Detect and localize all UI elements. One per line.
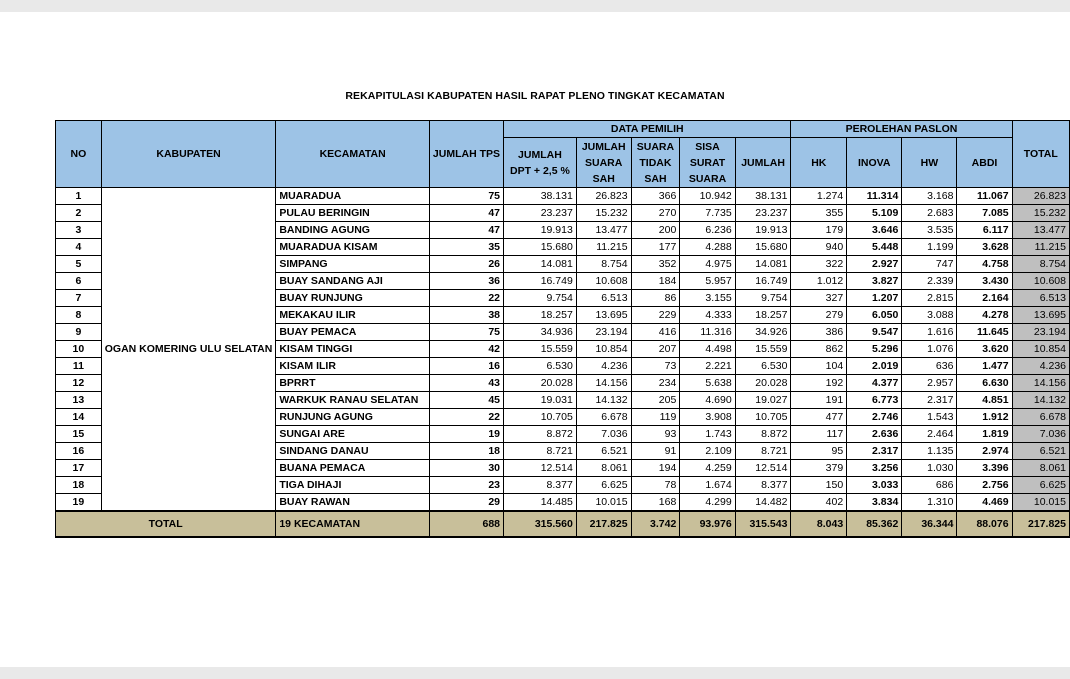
document-title: REKAPITULASI KABUPATEN HASIL RAPAT PLENO TINGKAT KECAMATAN: [345, 90, 725, 102]
abdi-cell: 1.819: [957, 426, 1012, 443]
no-cell: 7: [56, 290, 102, 307]
abdi-cell: 7.085: [957, 205, 1012, 222]
total-cell: 10.608: [1012, 273, 1069, 290]
abdi-cell: 11.645: [957, 324, 1012, 341]
abdi-cell: 3.628: [957, 239, 1012, 256]
sisa-surat-suara-cell: 5.957: [680, 273, 735, 290]
table-row: [56, 188, 1070, 205]
abdi-cell: 6.117: [957, 222, 1012, 239]
sisa-surat-suara-cell: 4.498: [680, 341, 735, 358]
dpt-cell: 12.514: [504, 460, 577, 477]
tps-cell: 42: [429, 341, 503, 358]
total-hw: 36.344: [902, 511, 957, 537]
tps-cell: 38: [429, 307, 503, 324]
tps-cell: 16: [429, 358, 503, 375]
dpt-cell: 16.749: [504, 273, 577, 290]
hw-cell: 1.310: [902, 494, 957, 512]
inova-cell: 2.317: [847, 443, 902, 460]
abdi-cell: 1.477: [957, 358, 1012, 375]
inova-cell: 5.296: [847, 341, 902, 358]
header-sisa-surat-suara: SISA SURAT SUARA: [680, 138, 735, 188]
no-cell: 9: [56, 324, 102, 341]
abdi-cell: 2.974: [957, 443, 1012, 460]
suara-sah-cell: 6.521: [576, 443, 631, 460]
total-cell: 11.215: [1012, 239, 1069, 256]
hw-cell: 3.535: [902, 222, 957, 239]
header-suara-sah: JUMLAH SUARA SAH: [576, 138, 631, 188]
hk-cell: 192: [791, 375, 847, 392]
hw-cell: 3.088: [902, 307, 957, 324]
no-cell: 6: [56, 273, 102, 290]
jumlah-cell: 8.872: [735, 426, 791, 443]
dpt-cell: 6.530: [504, 358, 577, 375]
suara-sah-cell: 8.754: [576, 256, 631, 273]
dpt-cell: 10.705: [504, 409, 577, 426]
sisa-surat-suara-cell: 3.155: [680, 290, 735, 307]
abdi-cell: 2.164: [957, 290, 1012, 307]
hk-cell: 477: [791, 409, 847, 426]
tps-cell: 22: [429, 409, 503, 426]
hk-cell: 104: [791, 358, 847, 375]
dpt-cell: 23.237: [504, 205, 577, 222]
abdi-cell: 1.912: [957, 409, 1012, 426]
total-row: [56, 511, 1070, 537]
sisa-surat-suara-cell: 4.259: [680, 460, 735, 477]
total-cell: 6.513: [1012, 290, 1069, 307]
total-cell: 14.132: [1012, 392, 1069, 409]
abdi-cell: 3.620: [957, 341, 1012, 358]
header-abdi: ABDI: [957, 138, 1012, 188]
suara-tidak-sah-cell: 352: [631, 256, 680, 273]
no-cell: 1: [56, 188, 102, 205]
kecamatan-cell: SIMPANG: [276, 256, 430, 273]
hw-cell: 686: [902, 477, 957, 494]
hw-cell: 1.135: [902, 443, 957, 460]
suara-sah-cell: 6.625: [576, 477, 631, 494]
inova-cell: 2.746: [847, 409, 902, 426]
tps-cell: 26: [429, 256, 503, 273]
abdi-cell: 3.396: [957, 460, 1012, 477]
total-cell: 10.854: [1012, 341, 1069, 358]
suara-tidak-sah-cell: 184: [631, 273, 680, 290]
total-cell: 10.015: [1012, 494, 1069, 512]
sisa-surat-suara-cell: 1.743: [680, 426, 735, 443]
total-cell: 8.061: [1012, 460, 1069, 477]
dpt-cell: 15.680: [504, 239, 577, 256]
jumlah-cell: 14.482: [735, 494, 791, 512]
tps-cell: 75: [429, 188, 503, 205]
hk-cell: 191: [791, 392, 847, 409]
dpt-cell: 8.721: [504, 443, 577, 460]
inova-cell: 5.448: [847, 239, 902, 256]
inova-cell: 5.109: [847, 205, 902, 222]
hk-cell: 386: [791, 324, 847, 341]
suara-tidak-sah-cell: 86: [631, 290, 680, 307]
tps-cell: 47: [429, 222, 503, 239]
kecamatan-cell: BANDING AGUNG: [276, 222, 430, 239]
jumlah-cell: 8.377: [735, 477, 791, 494]
inova-cell: 2.636: [847, 426, 902, 443]
suara-sah-cell: 8.061: [576, 460, 631, 477]
jumlah-cell: 12.514: [735, 460, 791, 477]
dpt-cell: 34.936: [504, 324, 577, 341]
jumlah-cell: 15.559: [735, 341, 791, 358]
inova-cell: 2.927: [847, 256, 902, 273]
inova-cell: 6.050: [847, 307, 902, 324]
kecamatan-cell: SINDANG DANAU: [276, 443, 430, 460]
header-perolehan-paslon: PEROLEHAN PASLON: [791, 121, 1012, 138]
sisa-surat-suara-cell: 3.908: [680, 409, 735, 426]
header-jumlah-tps: JUMLAH TPS: [429, 121, 503, 188]
dpt-cell: 20.028: [504, 375, 577, 392]
no-cell: 10: [56, 341, 102, 358]
suara-sah-cell: 6.678: [576, 409, 631, 426]
hw-cell: 747: [902, 256, 957, 273]
header-no: NO: [56, 121, 102, 188]
hw-cell: 1.543: [902, 409, 957, 426]
hk-cell: 862: [791, 341, 847, 358]
total-total: 217.825: [1012, 511, 1069, 537]
suara-tidak-sah-cell: 119: [631, 409, 680, 426]
table-body: [56, 188, 1070, 512]
suara-sah-cell: 6.513: [576, 290, 631, 307]
abdi-cell: 6.630: [957, 375, 1012, 392]
hw-cell: 2.317: [902, 392, 957, 409]
kecamatan-cell: MEKAKAU ILIR: [276, 307, 430, 324]
total-dpt: 315.560: [504, 511, 577, 537]
header-data-pemilih: DATA PEMILIH: [504, 121, 791, 138]
tps-cell: 45: [429, 392, 503, 409]
abdi-cell: 4.758: [957, 256, 1012, 273]
suara-tidak-sah-cell: 194: [631, 460, 680, 477]
total-hk: 8.043: [791, 511, 847, 537]
abdi-cell: 11.067: [957, 188, 1012, 205]
hk-cell: 379: [791, 460, 847, 477]
hw-cell: 1.076: [902, 341, 957, 358]
suara-sah-cell: 10.608: [576, 273, 631, 290]
hw-cell: 3.168: [902, 188, 957, 205]
no-cell: 18: [56, 477, 102, 494]
header-total: TOTAL: [1012, 121, 1069, 188]
total-cell: 6.521: [1012, 443, 1069, 460]
total-cell: 26.823: [1012, 188, 1069, 205]
no-cell: 13: [56, 392, 102, 409]
sisa-surat-suara-cell: 4.333: [680, 307, 735, 324]
sisa-surat-suara-cell: 11.316: [680, 324, 735, 341]
total-suara-tidak-sah: 3.742: [631, 511, 680, 537]
hk-cell: 279: [791, 307, 847, 324]
kecamatan-cell: SUNGAI ARE: [276, 426, 430, 443]
inova-cell: 3.834: [847, 494, 902, 512]
total-inova: 85.362: [847, 511, 902, 537]
total-abdi: 88.076: [957, 511, 1012, 537]
header-kecamatan: KECAMATAN: [276, 121, 430, 188]
total-cell: 6.678: [1012, 409, 1069, 426]
dpt-cell: 19.913: [504, 222, 577, 239]
no-cell: 3: [56, 222, 102, 239]
kecamatan-cell: BPRRT: [276, 375, 430, 392]
tps-cell: 23: [429, 477, 503, 494]
hk-cell: 940: [791, 239, 847, 256]
sisa-surat-suara-cell: 5.638: [680, 375, 735, 392]
no-cell: 2: [56, 205, 102, 222]
sisa-surat-suara-cell: 2.221: [680, 358, 735, 375]
kecamatan-cell: WARKUK RANAU SELATAN: [276, 392, 430, 409]
inova-cell: 3.033: [847, 477, 902, 494]
suara-sah-cell: 14.132: [576, 392, 631, 409]
no-cell: 5: [56, 256, 102, 273]
tps-cell: 35: [429, 239, 503, 256]
no-cell: 15: [56, 426, 102, 443]
hw-cell: 2.815: [902, 290, 957, 307]
suara-tidak-sah-cell: 200: [631, 222, 680, 239]
abdi-cell: 2.756: [957, 477, 1012, 494]
hk-cell: 327: [791, 290, 847, 307]
suara-sah-cell: 26.823: [576, 188, 631, 205]
hw-cell: 636: [902, 358, 957, 375]
hk-cell: 117: [791, 426, 847, 443]
suara-tidak-sah-cell: 177: [631, 239, 680, 256]
tps-cell: 47: [429, 205, 503, 222]
jumlah-cell: 23.237: [735, 205, 791, 222]
inova-cell: 4.377: [847, 375, 902, 392]
jumlah-cell: 18.257: [735, 307, 791, 324]
total-jumlah: 315.543: [735, 511, 791, 537]
total-cell: 4.236: [1012, 358, 1069, 375]
abdi-cell: 4.278: [957, 307, 1012, 324]
sisa-surat-suara-cell: 6.236: [680, 222, 735, 239]
total-cell: 13.477: [1012, 222, 1069, 239]
suara-tidak-sah-cell: 416: [631, 324, 680, 341]
hk-cell: 1.012: [791, 273, 847, 290]
suara-sah-cell: 7.036: [576, 426, 631, 443]
dpt-cell: 19.031: [504, 392, 577, 409]
total-kecamatan: 19 KECAMATAN: [276, 511, 430, 537]
kecamatan-cell: BUAY RAWAN: [276, 494, 430, 512]
hk-cell: 150: [791, 477, 847, 494]
dpt-cell: 14.485: [504, 494, 577, 512]
kecamatan-cell: KISAM TINGGI: [276, 341, 430, 358]
tps-cell: 75: [429, 324, 503, 341]
suara-tidak-sah-cell: 207: [631, 341, 680, 358]
header-suara-tidak-sah: SUARA TIDAK SAH: [631, 138, 680, 188]
suara-tidak-sah-cell: 73: [631, 358, 680, 375]
jumlah-cell: 8.721: [735, 443, 791, 460]
hw-cell: 2.339: [902, 273, 957, 290]
total-suara-sah: 217.825: [576, 511, 631, 537]
recap-table: [55, 120, 1070, 538]
inova-cell: 6.773: [847, 392, 902, 409]
kecamatan-cell: BUAY SANDANG AJI: [276, 273, 430, 290]
hw-cell: 2.464: [902, 426, 957, 443]
inova-cell: 1.207: [847, 290, 902, 307]
table-footer: [56, 511, 1070, 537]
jumlah-cell: 9.754: [735, 290, 791, 307]
total-cell: 6.625: [1012, 477, 1069, 494]
dpt-cell: 14.081: [504, 256, 577, 273]
dpt-cell: 8.872: [504, 426, 577, 443]
inova-cell: 3.646: [847, 222, 902, 239]
jumlah-cell: 19.913: [735, 222, 791, 239]
hw-cell: 2.683: [902, 205, 957, 222]
tps-cell: 36: [429, 273, 503, 290]
jumlah-cell: 14.081: [735, 256, 791, 273]
kecamatan-cell: MUARADUA: [276, 188, 430, 205]
inova-cell: 3.256: [847, 460, 902, 477]
kecamatan-cell: BUANA PEMACA: [276, 460, 430, 477]
no-cell: 17: [56, 460, 102, 477]
header-hw: HW: [902, 138, 957, 188]
suara-sah-cell: 10.015: [576, 494, 631, 512]
suara-tidak-sah-cell: 229: [631, 307, 680, 324]
inova-cell: 3.827: [847, 273, 902, 290]
header-hk: HK: [791, 138, 847, 188]
total-cell: 23.194: [1012, 324, 1069, 341]
jumlah-cell: 38.131: [735, 188, 791, 205]
suara-tidak-sah-cell: 168: [631, 494, 680, 512]
jumlah-cell: 34.926: [735, 324, 791, 341]
suara-tidak-sah-cell: 205: [631, 392, 680, 409]
suara-sah-cell: 10.854: [576, 341, 631, 358]
sisa-surat-suara-cell: 4.975: [680, 256, 735, 273]
no-cell: 19: [56, 494, 102, 512]
abdi-cell: 3.430: [957, 273, 1012, 290]
total-cell: 13.695: [1012, 307, 1069, 324]
dpt-cell: 8.377: [504, 477, 577, 494]
total-label: TOTAL: [56, 511, 276, 537]
hk-cell: 179: [791, 222, 847, 239]
tps-cell: 18: [429, 443, 503, 460]
header-inova: INOVA: [847, 138, 902, 188]
hw-cell: 1.030: [902, 460, 957, 477]
kabupaten-cell: OGAN KOMERING ULU SELATAN: [101, 188, 276, 512]
suara-sah-cell: 4.236: [576, 358, 631, 375]
sisa-surat-suara-cell: 1.674: [680, 477, 735, 494]
total-cell: 7.036: [1012, 426, 1069, 443]
sisa-surat-suara-cell: 10.942: [680, 188, 735, 205]
hk-cell: 95: [791, 443, 847, 460]
kecamatan-cell: RUNJUNG AGUNG: [276, 409, 430, 426]
no-cell: 16: [56, 443, 102, 460]
tps-cell: 30: [429, 460, 503, 477]
no-cell: 11: [56, 358, 102, 375]
hw-cell: 2.957: [902, 375, 957, 392]
kecamatan-cell: TIGA DIHAJI: [276, 477, 430, 494]
sisa-surat-suara-cell: 7.735: [680, 205, 735, 222]
no-cell: 12: [56, 375, 102, 392]
suara-sah-cell: 11.215: [576, 239, 631, 256]
total-cell: 15.232: [1012, 205, 1069, 222]
dpt-cell: 18.257: [504, 307, 577, 324]
dpt-cell: 15.559: [504, 341, 577, 358]
suara-tidak-sah-cell: 366: [631, 188, 680, 205]
hw-cell: 1.199: [902, 239, 957, 256]
total-tps: 688: [429, 511, 503, 537]
dpt-cell: 9.754: [504, 290, 577, 307]
tps-cell: 43: [429, 375, 503, 392]
suara-sah-cell: 15.232: [576, 205, 631, 222]
jumlah-cell: 6.530: [735, 358, 791, 375]
tps-cell: 29: [429, 494, 503, 512]
jumlah-cell: 10.705: [735, 409, 791, 426]
total-cell: 8.754: [1012, 256, 1069, 273]
jumlah-cell: 19.027: [735, 392, 791, 409]
hk-cell: 1.274: [791, 188, 847, 205]
no-cell: 8: [56, 307, 102, 324]
abdi-cell: 4.851: [957, 392, 1012, 409]
kecamatan-cell: KISAM ILIR: [276, 358, 430, 375]
header-jumlah: JUMLAH: [735, 138, 791, 188]
suara-tidak-sah-cell: 91: [631, 443, 680, 460]
header-kabupaten: KABUPATEN: [101, 121, 276, 188]
hw-cell: 1.616: [902, 324, 957, 341]
jumlah-cell: 16.749: [735, 273, 791, 290]
hk-cell: 322: [791, 256, 847, 273]
tps-cell: 22: [429, 290, 503, 307]
suara-sah-cell: 13.477: [576, 222, 631, 239]
dpt-cell: 38.131: [504, 188, 577, 205]
inova-cell: 9.547: [847, 324, 902, 341]
inova-cell: 11.314: [847, 188, 902, 205]
total-cell: 14.156: [1012, 375, 1069, 392]
kecamatan-cell: BUAY PEMACA: [276, 324, 430, 341]
jumlah-cell: 15.680: [735, 239, 791, 256]
sisa-surat-suara-cell: 4.288: [680, 239, 735, 256]
table-header: [56, 121, 1070, 188]
jumlah-cell: 20.028: [735, 375, 791, 392]
header-jumlah-dpt: JUMLAH DPT + 2,5 %: [504, 138, 577, 188]
suara-sah-cell: 14.156: [576, 375, 631, 392]
sisa-surat-suara-cell: 4.690: [680, 392, 735, 409]
inova-cell: 2.019: [847, 358, 902, 375]
tps-cell: 19: [429, 426, 503, 443]
suara-tidak-sah-cell: 234: [631, 375, 680, 392]
kecamatan-cell: BUAY RUNJUNG: [276, 290, 430, 307]
sisa-surat-suara-cell: 4.299: [680, 494, 735, 512]
no-cell: 4: [56, 239, 102, 256]
abdi-cell: 4.469: [957, 494, 1012, 512]
hk-cell: 355: [791, 205, 847, 222]
no-cell: 14: [56, 409, 102, 426]
suara-tidak-sah-cell: 78: [631, 477, 680, 494]
total-sisa-surat-suara: 93.976: [680, 511, 735, 537]
suara-tidak-sah-cell: 93: [631, 426, 680, 443]
suara-tidak-sah-cell: 270: [631, 205, 680, 222]
hk-cell: 402: [791, 494, 847, 512]
kecamatan-cell: MUARADUA KISAM: [276, 239, 430, 256]
sisa-surat-suara-cell: 2.109: [680, 443, 735, 460]
suara-sah-cell: 23.194: [576, 324, 631, 341]
kecamatan-cell: PULAU BERINGIN: [276, 205, 430, 222]
suara-sah-cell: 13.695: [576, 307, 631, 324]
